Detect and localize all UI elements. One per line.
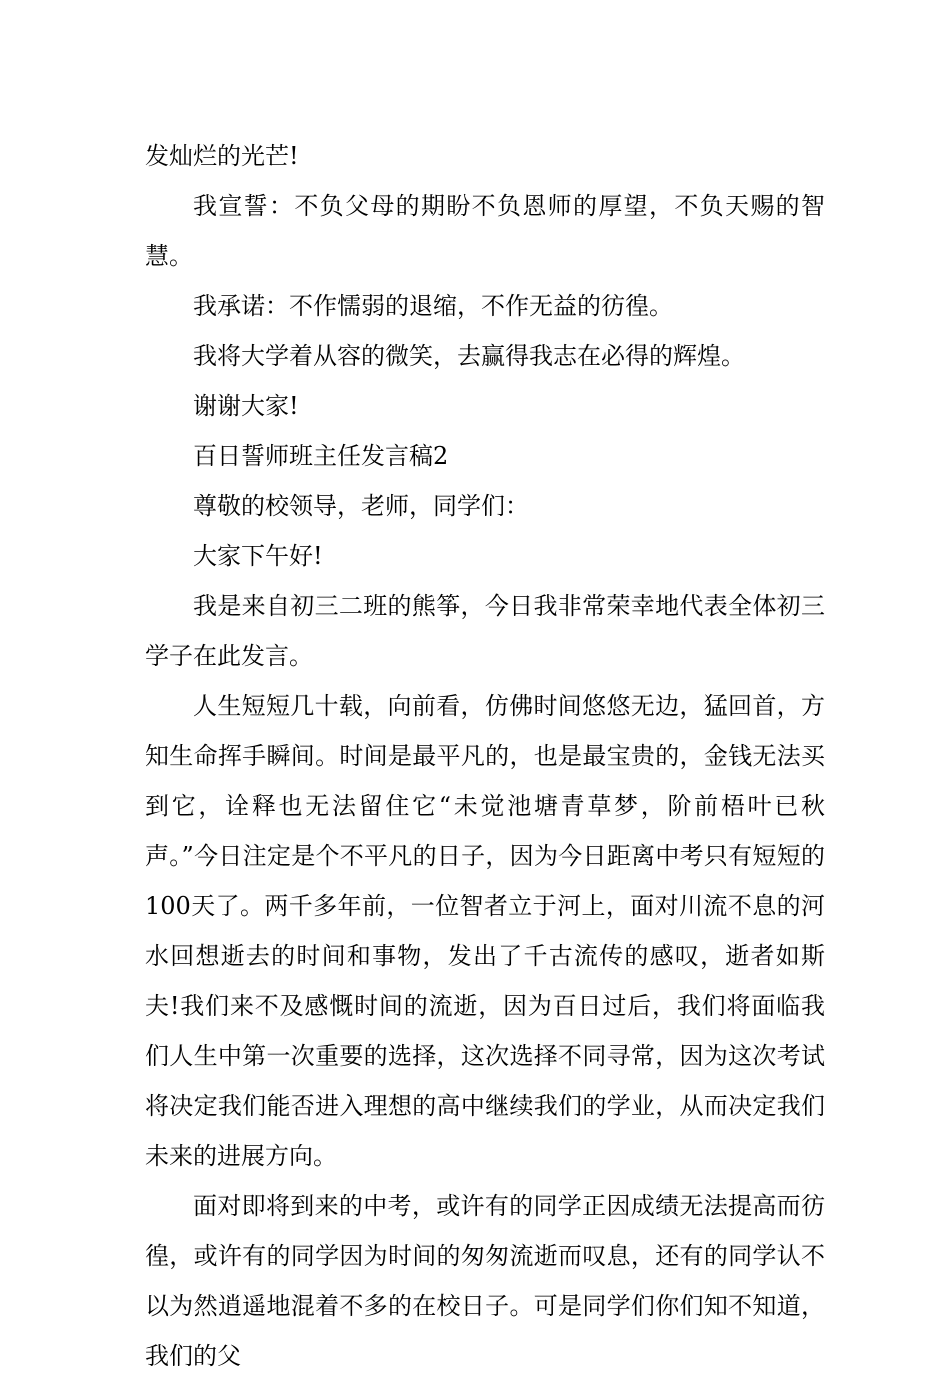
document-body [145,131,825,1381]
paragraph-salutation: 尊敬的校领导，老师，同学们： [193,492,529,520]
paragraph-oath: 我宣誓：不负父母的期盼不负恩师的厚望，不负天赐的智慧。 [145,192,825,270]
paragraph-continuation: 发灿烂的光芒! [145,142,299,170]
paragraph-smile: 我将大学着从容的微笑，去赢得我志在必得的辉煌。 [193,342,745,370]
paragraph-introduction: 我是来自初三二班的熊筝，今日我非常荣幸地代表全体初三学子在此发言。 [145,592,825,670]
paragraph-promise: 我承诺：不作懦弱的退缩，不作无益的彷徨。 [193,292,673,320]
section-title: 百日誓师班主任发言稿2 [193,442,449,470]
paragraph-thanks: 谢谢大家! [193,392,299,420]
paragraph-time: 人生短短几十载，向前看，仿佛时间悠悠无边，猛回首，方知生命挥手瞬间。时间是最平凡的，也是最宝贵的，金钱无法买到它，诠释也无法留住它“未觉池塘青草梦，阶前梧叶已秋声。”今日注定是个不平凡的日子，因为今日距离中考只有短短的100天了。两千多年前，一位智者立于河上，面对川流不息的河水回想逝去的时间和事物，发出了千古流传的感叹，逝者如斯夫!我们来不及感慨时间的流逝，因为百日过后，我们将面临我们人生中第一次重要的选择，这次选择不同寻常，因为这次考试将决定我们能否进入理想的高中继续我们的学业，从而决定我们未来的进展方向。 [145,692,825,1170]
paragraph-exam: 面对即将到来的中考，或许有的同学正因成绩无法提高而彷徨，或许有的同学因为时间的匆匆流逝而叹息，还有的同学认不以为然逍遥地混着不多的在校日子。可是同学们你们知不知道，我们的父 [145,1192,825,1370]
paragraph-greeting: 大家下午好! [193,542,323,570]
